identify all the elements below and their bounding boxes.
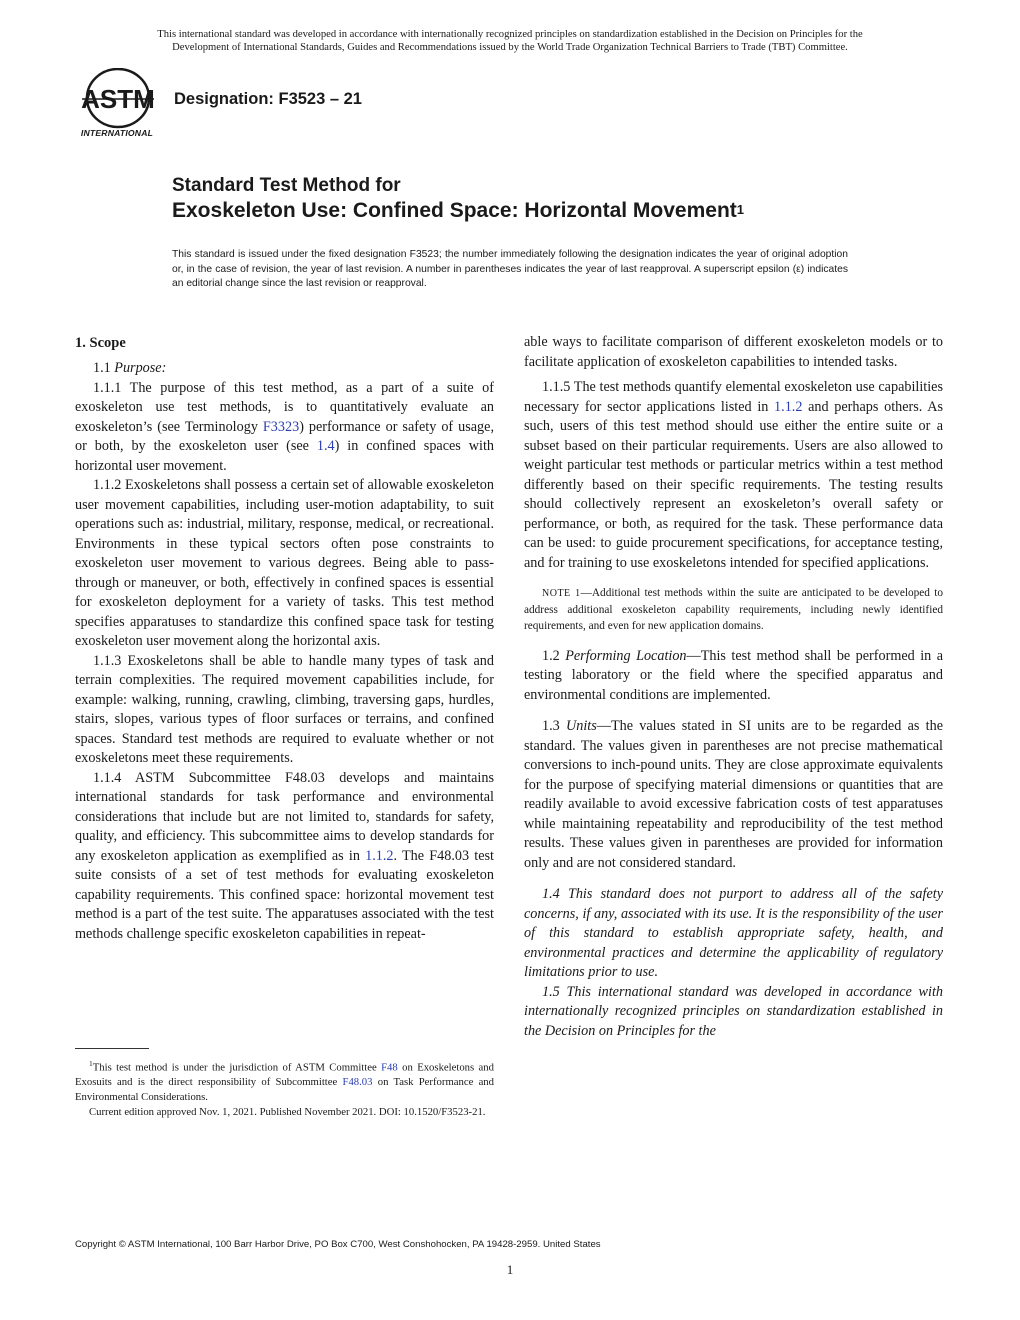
page-number: 1	[506, 1262, 514, 1277]
note-label: NOTE 1	[542, 588, 581, 599]
title-footnote-mark: 1	[736, 202, 744, 217]
para-1-1-1	[75, 379, 494, 477]
issue-note: This standard is issued under the fixed designation F3523; the number immediately following the designation indicates the year of original adoption or, in the case of revision, the year of last revision. A number in parentheses indicates the year of last reapproval. A superscript epsilon (ε) indicates an editorial change since the last revision or reapproval.	[172, 249, 848, 289]
para-number: 1.3	[542, 718, 560, 735]
astm-logo-icon	[72, 68, 162, 130]
para-1-3	[524, 717, 943, 873]
logo-letters: ASTM	[81, 84, 155, 114]
para-number: 1.2	[542, 647, 560, 664]
para-1-5: 1.5 This international standard was developed in accordance with internationally recognized principles on standardization established in the Decision on Principles for the	[524, 983, 943, 1039]
title-main: Exoskeleton Use: Confined Space: Horizontal Movement	[172, 199, 737, 222]
footnote-mark: 1	[89, 1059, 93, 1068]
text-run: . The F48.03 test suite consists of a set of test methods for evaluating exoskeleton capability requirements. This confined space: horizontal movement test method is a part of the test suite. The apparatuses associated with the test methods challenge specific exoskeleton capabilities in repeat-	[75, 847, 494, 942]
link-1-4[interactable]: 1.4	[316, 438, 335, 454]
astm-logo	[72, 68, 162, 142]
text-run: —This test method shall be performed in a testing laboratory or the field where the specified apparatus and environmental conditions are implemented.	[524, 647, 943, 703]
right-column	[524, 333, 943, 1041]
footnote-1	[75, 1057, 494, 1105]
text-run: on Exoskeletons and Exosuits and is the direct responsibility of Subcommittee	[75, 1061, 494, 1089]
text-run: —The values stated in SI units are to be regarded as the standard. The values given in parentheses are not precise mathematical conversions to inch-pound units. They are close approximate equivalents for the purpose of specifying material dimensions or quantities that are readily available to avoid excessive fabrication costs of test apparatuses while maintaining repeatability and reproducibility of the test method results. These values given in parentheses are provided for information only and are not considered standard.	[524, 718, 943, 871]
text-run: 1.1.4 ASTM Subcommittee F48.03 develops and maintains international standards for task performance and environmental considerations that include but are not limited to, standards for safety, quality, and efficiency. This subcommittee aims to develop standards for any exoskeleton application as exemplified as in	[75, 769, 494, 864]
text-run: on Task Performance and Environmental Considerations.	[75, 1076, 494, 1103]
notice-line-2: Development of International Standards, Guides and Recommendations issued by the World Trade Organization Technical Barriers to Trade (TBT) Committee.	[172, 42, 848, 53]
title-line-1: Standard Test Method for	[172, 175, 401, 196]
title-line-2	[172, 199, 744, 223]
para-number: 1.1	[93, 360, 111, 376]
notice-line-1: This international standard was developed in accordance with internationally recognized principles on standardization established in the Decision on Principles for the	[157, 29, 863, 40]
link-f48[interactable]: F48	[381, 1061, 398, 1074]
note-text: —Additional test methods within the suite are anticipated to be developed to address additional exoskeleton capability requirements, including newly identified requirements, and even for new application domains.	[524, 587, 943, 633]
para-1-1	[75, 359, 494, 379]
link-1-1-2[interactable]: 1.1.2	[365, 847, 394, 864]
note-1	[524, 585, 943, 635]
para-label: Purpose:	[114, 360, 167, 376]
text-run: This test method is under the jurisdiction of ASTM Committee	[92, 1061, 382, 1074]
para-1-2	[524, 647, 943, 706]
link-1-1-2-b[interactable]: 1.1.2	[774, 398, 803, 415]
section-heading-scope: 1. Scope	[75, 335, 126, 351]
text-run: and perhaps others. As such, users of this test method should use either the entire suite or a subset based on their particular requirements. Users are also allowed to weight particular test methods or particular metrics within a test method differently based on their specific requirements. The testing results should collectively represent an exoskeleton’s overall safety or performance, or both, as required for the task. These performance data can be used: to guide procurement specifications, for acceptance testing, and for training to use exoskeletons intended for specified applications.	[524, 398, 943, 571]
text-run: ) in confined spaces with horizontal user movement.	[75, 438, 494, 474]
logo-wordmark: INTERNATIONAL	[80, 128, 154, 138]
link-f3323[interactable]: F3323	[262, 418, 300, 435]
designation: Designation: F3523 – 21	[174, 90, 362, 108]
link-f48-03[interactable]: F48.03	[342, 1076, 373, 1089]
footnotes	[75, 1057, 494, 1119]
para-1-1-5	[524, 378, 943, 573]
para-1-4: 1.4 This standard does not purport to address all of the safety concerns, if any, associated with its use. It is the responsibility of the user of this standard to establish appropriate safety, health, and environmental practices and determine the applicability of regulatory limitations prior to use.	[524, 886, 943, 981]
para-1-1-2: 1.1.2 Exoskeletons shall possess a certain set of allowable exoskeleton user movement capabilities, including user-motion adaptability, to suit operations such as: industrial, military, response, medical, or recreational. Environments in these typical sectors often pose constraints to exoskeleton user movement to various degrees. Being able to pass-through or maneuver, or both, effectively in confined spaces is essential for exoskeleton deployment for a variety of tasks. This test method specifies apparatuses to standardize this confined space task for testing exoskeleton user movement along the horizontal axis.	[75, 477, 494, 649]
text-run: 1.1.1 The purpose of this test method, as a part of a suite of exoskeleton use test methods, is to quantitatively evaluate an exoskeleton’s (see Terminology	[75, 379, 494, 435]
para-label: Units	[566, 718, 597, 735]
para-label: Performing Location	[565, 647, 687, 664]
footnote-edition: Current edition approved Nov. 1, 2021. Published November 2021. DOI: 10.1520/F3523-21.	[89, 1105, 486, 1118]
footnote-divider	[75, 1048, 149, 1049]
para-1-1-3: 1.1.3 Exoskeletons shall be able to handle many types of task and terrain complexities. The required movement capabilities include, for example: walking, running, crawling, climbing, traversing gaps, hurdles, stairs, slopes, various types of floor surfaces or terrains, and confined spaces. Standard test methods are required to evaluate whether or not exoskeletons meet these requirements.	[75, 652, 494, 766]
para-1-1-4	[75, 769, 494, 945]
top-notice	[70, 28, 950, 54]
text-run: ) performance or safety of usage, or both, by the exoskeleton user (see	[75, 418, 494, 454]
para-continuation: able ways to facilitate comparison of different exoskeleton models or to facilitate application of exoskeleton capabilities to intended tasks.	[524, 334, 943, 370]
text-run: 1.1.5 The test methods quantify elemental exoskeleton use capabilities necessary for sector applications listed in	[524, 379, 943, 415]
left-column	[75, 333, 494, 944]
copyright-line: Copyright © ASTM International, 100 Barr Harbor Drive, PO Box C700, West Conshohocken, PA 19428-2959. United States	[75, 1239, 601, 1250]
